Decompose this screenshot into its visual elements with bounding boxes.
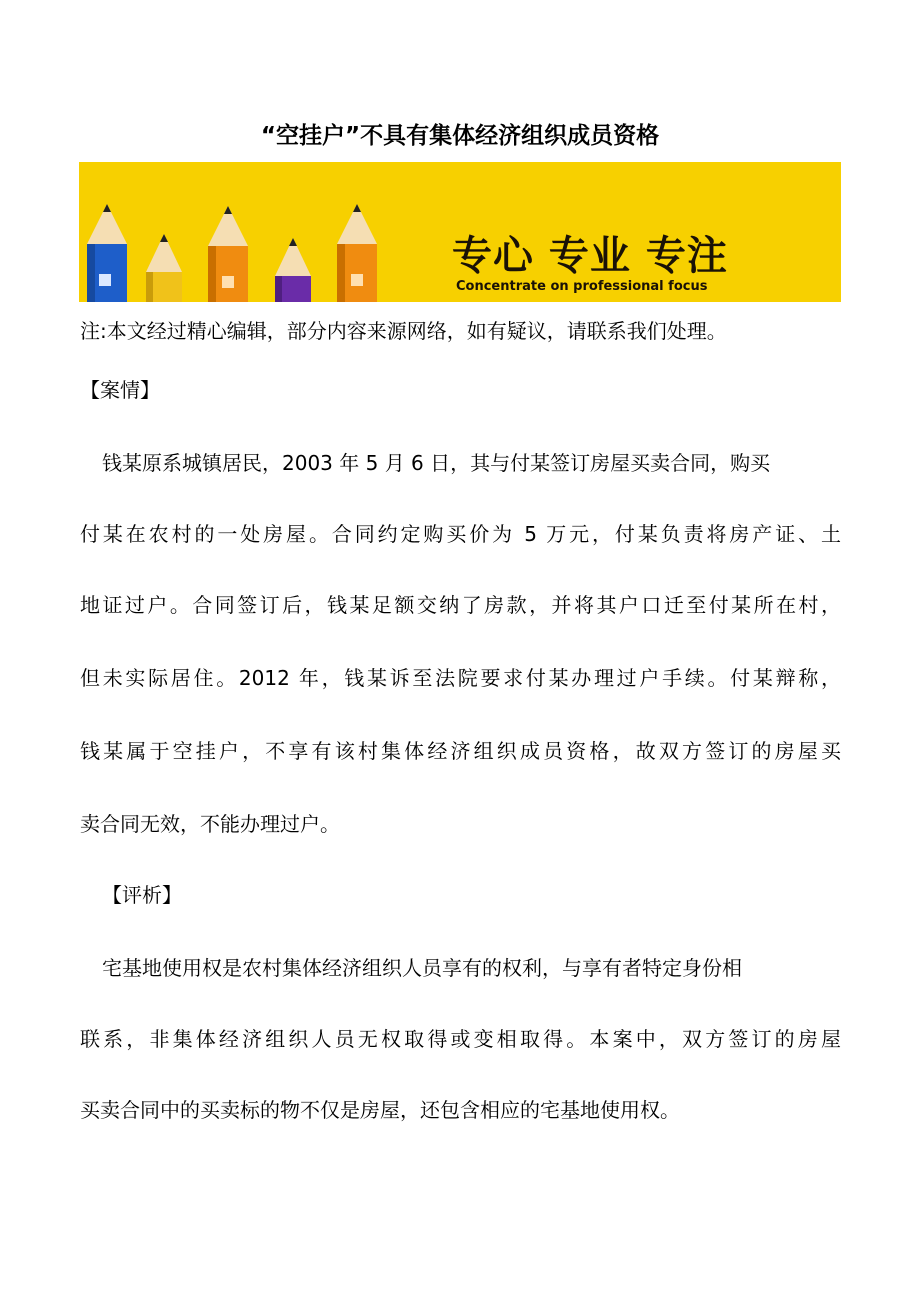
analysis-paragraph-line: 买卖合同中的买卖标的物不仅是房屋，还包含相应的宅基地使用权。 — [80, 1098, 680, 1122]
orange-pencil-2 — [337, 204, 377, 302]
yellow-pencil — [146, 234, 182, 302]
orange-pencil — [208, 206, 248, 302]
banner-slogan-cn: 专心 专业 专注 — [452, 233, 728, 279]
analysis-paragraph-line: 宅基地使用权是农村集体经济组织人员享有的权利，与享有者特定身份相 — [102, 956, 742, 980]
analysis-heading: 【评析】 — [102, 883, 182, 907]
blue-pencil — [87, 204, 127, 302]
banner-slogan-en: Concentrate on professional focus — [456, 279, 708, 294]
purple-pencil — [275, 238, 311, 302]
case-heading: 【案情】 — [80, 378, 160, 402]
case-paragraph-line: 但未实际居住。2012 年，钱某诉至法院要求付某办理过户手续。付某辩称， — [80, 666, 841, 690]
case-paragraph-line: 付某在农村的一处房屋。合同约定购买价为 5 万元，付某负责将房产证、土 — [80, 522, 841, 546]
document-title: “空挂户”不具有集体经济组织成员资格 — [260, 123, 660, 149]
case-paragraph-line: 钱某原系城镇居民，2003 年 5 月 6 日，其与付某签订房屋买卖合同，购买 — [102, 451, 771, 475]
case-paragraph-line: 钱某属于空挂户，不享有该村集体经济组织成员资格，故双方签订的房屋买 — [80, 739, 841, 763]
editor-note: 注:本文经过精心编辑，部分内容来源网络，如有疑议，请联系我们处理。 — [80, 319, 727, 343]
banner-image — [79, 162, 841, 302]
case-paragraph-line: 卖合同无效，不能办理过户。 — [80, 812, 340, 836]
analysis-paragraph-line: 联系，非集体经济组织人员无权取得或变相取得。本案中，双方签订的房屋 — [80, 1027, 841, 1051]
case-paragraph-line: 地证过户。合同签订后，钱某足额交纳了房款，并将其户口迁至付某所在村， — [80, 593, 841, 617]
